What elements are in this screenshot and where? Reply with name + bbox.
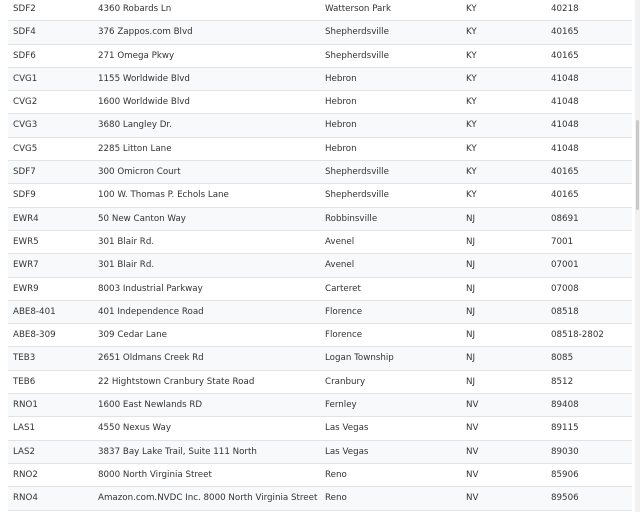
cell-state: NJ [466, 213, 476, 224]
table-row [8, 487, 632, 510]
cell-address: 2651 Oldmans Creek Rd [98, 353, 204, 364]
cell-city: Las Vegas [325, 446, 369, 457]
cell-city: Logan Township [325, 353, 394, 364]
cell-zip: 41048 [551, 143, 579, 154]
table-row [8, 21, 632, 44]
cell-zip: 89030 [551, 446, 579, 457]
table-row [8, 161, 632, 184]
cell-zip: 89115 [551, 423, 579, 434]
cell-city: Robbinsville [325, 213, 378, 224]
cell-state: NJ [466, 283, 476, 294]
cell-address: 8000 North Virginia Street [98, 469, 212, 480]
cell-address: 8003 Industrial Parkway [98, 283, 203, 294]
cell-code: EWR7 [13, 260, 39, 271]
cell-state: KY [466, 73, 477, 84]
scrollbar-thumb[interactable] [636, 120, 639, 210]
cell-code: SDF7 [13, 167, 36, 178]
cell-city: Avenel [325, 260, 355, 271]
cell-code: TEB6 [13, 376, 36, 387]
cell-code: RNO4 [13, 493, 38, 504]
cell-state: NV [466, 446, 479, 457]
cell-zip: 08518-2802 [551, 330, 604, 341]
cell-city: Watterson Park [325, 4, 391, 14]
cell-city: Las Vegas [325, 423, 369, 434]
cell-address: 301 Blair Rd. [98, 236, 155, 247]
cell-code: CVG2 [13, 97, 38, 108]
cell-city: Reno [325, 469, 347, 480]
cell-address: 2285 Litton Lane [98, 143, 172, 154]
cell-zip: 08518 [551, 306, 579, 317]
cell-state: NV [466, 469, 479, 480]
cell-zip: 08691 [551, 213, 579, 224]
warehouse-table [8, 0, 632, 511]
cell-code: SDF2 [13, 4, 36, 14]
table-row [8, 91, 632, 114]
cell-city: Shepherdsville [325, 27, 389, 38]
cell-zip: 8085 [551, 353, 574, 364]
cell-address: 3680 Langley Dr. [98, 120, 172, 131]
cell-code: LAS2 [13, 446, 36, 457]
cell-code: CVG5 [13, 143, 38, 154]
table-row [8, 347, 632, 370]
cell-city: Carteret [325, 283, 361, 294]
cell-city: Shepherdsville [325, 190, 389, 201]
cell-state: KY [466, 143, 477, 154]
cell-code: SDF4 [13, 27, 36, 38]
cell-state: NV [466, 423, 479, 434]
cell-city: Florence [325, 330, 363, 341]
cell-zip: 41048 [551, 120, 579, 131]
cell-zip: 07001 [551, 260, 579, 271]
cell-city: Shepherdsville [325, 50, 389, 61]
cell-address: 309 Cedar Lane [98, 330, 167, 341]
table-row [8, 278, 632, 301]
cell-city: Florence [325, 306, 363, 317]
cell-state: NJ [466, 376, 476, 387]
cell-state: NV [466, 400, 479, 411]
cell-state: KY [466, 27, 477, 38]
cell-code: ABE8-401 [13, 306, 56, 317]
cell-state: KY [466, 120, 477, 131]
cell-state: KY [466, 97, 477, 108]
cell-code: TEB3 [13, 353, 36, 364]
cell-address: 4550 Nexus Way [98, 423, 171, 434]
cell-address: 1600 Worldwide Blvd [98, 97, 190, 108]
table-row [8, 0, 632, 21]
table-row [8, 464, 632, 487]
cell-city: Cranbury [325, 376, 366, 387]
cell-zip: 85906 [551, 469, 579, 480]
cell-city: Hebron [325, 143, 357, 154]
table-row [8, 301, 632, 324]
cell-code: EWR5 [13, 236, 39, 247]
cell-state: KY [466, 167, 477, 178]
cell-state: KY [466, 190, 477, 201]
cell-city: Hebron [325, 97, 357, 108]
cell-code: CVG3 [13, 120, 38, 131]
table-row [8, 45, 632, 68]
cell-code: SDF9 [13, 190, 36, 201]
cell-zip: 40218 [551, 4, 579, 14]
cell-zip: 07008 [551, 283, 579, 294]
cell-zip: 40165 [551, 27, 579, 38]
cell-code: ABE8-309 [13, 330, 56, 341]
cell-address: 1600 East Newlands RD [98, 400, 203, 411]
cell-code: LAS1 [13, 423, 36, 434]
table-row [8, 231, 632, 254]
cell-state: NJ [466, 236, 476, 247]
cell-zip: 89408 [551, 400, 579, 411]
cell-address: 50 New Canton Way [98, 213, 186, 224]
cell-address: 301 Blair Rd. [98, 260, 155, 271]
cell-zip: 40165 [551, 50, 579, 61]
cell-zip: 40165 [551, 190, 579, 201]
cell-address: 3837 Bay Lake Trail, Suite 111 North [98, 446, 257, 457]
cell-zip: 8512 [551, 376, 574, 387]
table-row [8, 324, 632, 347]
cell-zip: 40165 [551, 167, 579, 178]
cell-city: Fernley [325, 400, 357, 411]
cell-city: Shepherdsville [325, 167, 389, 178]
table-row [8, 138, 632, 161]
cell-address: 1155 Worldwide Blvd [98, 73, 190, 84]
cell-zip: 7001 [551, 236, 574, 247]
cell-city: Hebron [325, 120, 357, 131]
table-row [8, 417, 632, 440]
table-row [8, 114, 632, 137]
cell-code: SDF6 [13, 50, 36, 61]
cell-city: Reno [325, 493, 347, 504]
cell-address: 300 Omicron Court [98, 167, 181, 178]
table-row [8, 254, 632, 277]
cell-address: 376 Zappos.com Blvd [98, 27, 193, 38]
cell-address: 22 Hightstown Cranbury State Road [98, 376, 255, 387]
cell-city: Hebron [325, 73, 357, 84]
cell-state: NJ [466, 330, 476, 341]
cell-address: 401 Independence Road [98, 306, 204, 317]
cell-address: Amazon.com.NVDC Inc. 8000 North Virginia Street [98, 493, 318, 504]
cell-state: NJ [466, 306, 476, 317]
vertical-scrollbar[interactable] [635, 0, 640, 512]
cell-zip: 89506 [551, 493, 579, 504]
table-row [8, 184, 632, 207]
cell-code: CVG1 [13, 73, 38, 84]
cell-code: EWR9 [13, 283, 39, 294]
cell-code: RNO2 [13, 469, 38, 480]
table-row [8, 394, 632, 417]
table-row [8, 68, 632, 91]
cell-zip: 41048 [551, 73, 579, 84]
cell-address: 271 Omega Pkwy [98, 50, 175, 61]
cell-address: 100 W. Thomas P. Echols Lane [98, 190, 229, 201]
table-row [8, 208, 632, 231]
cell-state: NV [466, 493, 479, 504]
cell-state: NJ [466, 260, 476, 271]
table-row [8, 371, 632, 394]
cell-state: NJ [466, 353, 476, 364]
cell-code: RNO1 [13, 400, 38, 411]
cell-address: 4360 Robards Ln [98, 4, 172, 14]
table-row [8, 441, 632, 464]
cell-state: KY [466, 4, 477, 14]
cell-code: EWR4 [13, 213, 39, 224]
cell-city: Avenel [325, 236, 355, 247]
cell-zip: 41048 [551, 97, 579, 108]
cell-state: KY [466, 50, 477, 61]
